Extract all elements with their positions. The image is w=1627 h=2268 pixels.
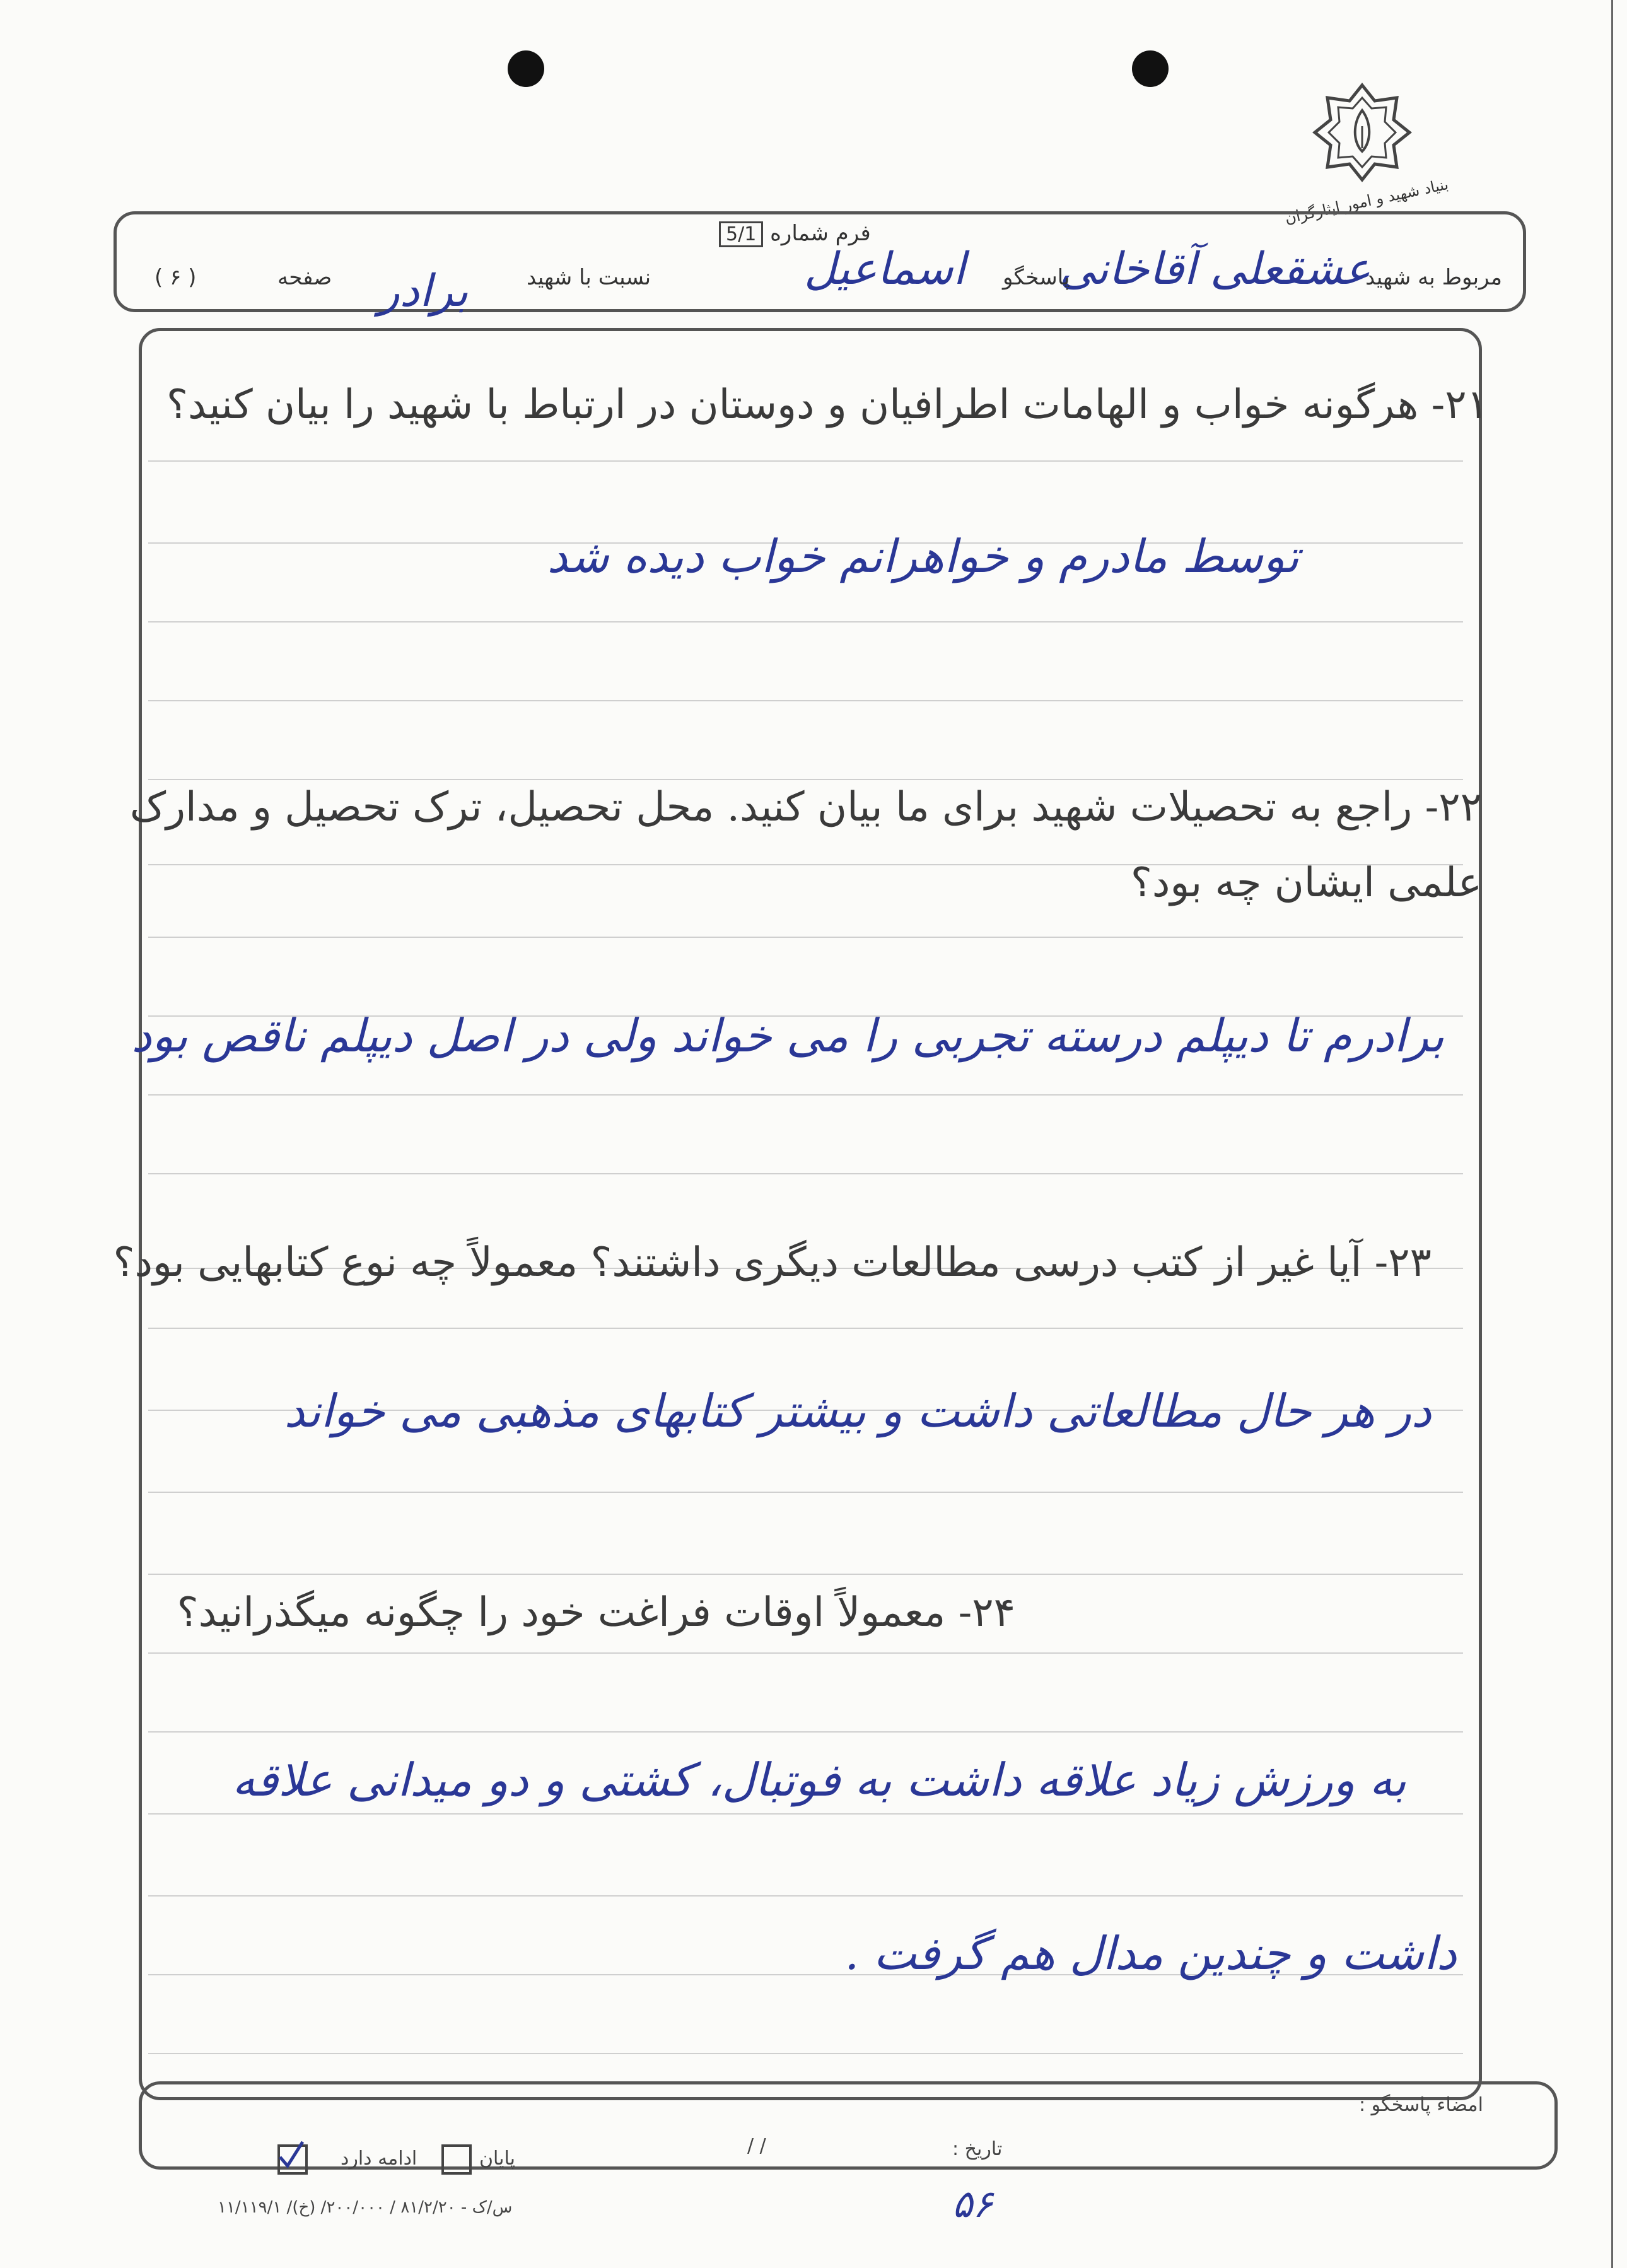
checkmark-icon: [277, 2141, 306, 2170]
answer-22: برادرم تا دیپلم درسته تجربی را می خواند ولی در اصل دیپلم ناقص بود: [131, 1009, 1444, 1062]
answer-24-continued: داشت و چندین مدال هم گرفت .: [844, 1927, 1457, 1980]
date-separators: / /: [747, 2135, 766, 2157]
ruled-line: [148, 1492, 1463, 1493]
ruled-line: [148, 1813, 1463, 1815]
ruled-line: [148, 1328, 1463, 1329]
ruled-line: [148, 1895, 1463, 1897]
form-code: ۱۱/۱۱۹/۱ /س/ک - ۸۱/۲/۲۰ / ۲۰۰/۰۰۰/ (خ): [218, 2198, 513, 2217]
answer-23: در هر حال مطالعاتی داشت و بیشتر کتابهای مذهبی می خواند: [284, 1384, 1432, 1437]
ruled-line: [148, 1173, 1463, 1174]
ruled-line: [148, 1652, 1463, 1654]
logo-caption: بنیاد شهید و امور ایثارگران: [1283, 175, 1450, 228]
body-frame: [139, 328, 1482, 2100]
page-stamp: ۵۶: [952, 2182, 993, 2226]
relation-label: نسبت با شهید: [527, 265, 651, 290]
continue-label: ادامه دارد: [341, 2148, 417, 2170]
relation-value: برادر: [378, 265, 469, 317]
continue-checkbox[interactable]: [277, 2144, 308, 2175]
ruled-line: [148, 621, 1463, 623]
page-number: ( ۶ ): [155, 265, 197, 290]
form-label: فرم شماره: [770, 221, 871, 246]
question-24: ۲۴- معمولاً اوقات فراغت خود را چگونه میگذرانید؟: [177, 1589, 1015, 1636]
punch-hole-left: [508, 50, 544, 87]
signature-label: امضاء پاسخگو :: [1359, 2094, 1483, 2116]
respondent-label: پاسخگو: [1003, 265, 1070, 290]
answer-24: به ورزش زیاد علاقه داشت به فوتبال، کشتی و دو میدانی علاقه: [232, 1753, 1406, 1806]
ruled-line: [148, 2053, 1463, 2054]
punch-hole-right: [1132, 50, 1169, 87]
scan-edge: [1611, 0, 1613, 2268]
question-22: ۲۲- راجع به تحصیلات شهید برای ما بیان کنید. محل تحصیل، ترک تحصیل و مدارک علمی ایشان چه بود؟: [129, 784, 1482, 906]
form-number-box: 5/1: [719, 221, 763, 247]
date-label: تاریخ :: [952, 2138, 1003, 2160]
ruled-line: [148, 1574, 1463, 1575]
martyr-label: مربوط به شهید: [1365, 265, 1503, 290]
ruled-line: [148, 700, 1463, 701]
question-23: ۲۳- آیا غیر از کتب درسی مطالعات دیگری داشتند؟ معمولاً چه نوع کتابهایی بود؟: [113, 1239, 1432, 1286]
ruled-line: [148, 937, 1463, 938]
end-checkbox[interactable]: [441, 2144, 472, 2175]
answer-21: توسط مادرم و خواهرانم خواب دیده شد: [547, 530, 1299, 583]
end-label: پایان: [479, 2148, 516, 2170]
page-label: صفحه: [277, 265, 332, 290]
respondent-name: اسماعیل: [804, 243, 965, 295]
martyr-name: عشقعلی آقاخانی: [1059, 243, 1371, 295]
question-21: ۲۱- هرگونه خواب و الهامات اطرافیان و دوستان در ارتباط با شهید را بیان کنید؟: [166, 382, 1488, 428]
ruled-line: [148, 1731, 1463, 1733]
ruled-line: [148, 1094, 1463, 1096]
ruled-line: [148, 460, 1463, 462]
